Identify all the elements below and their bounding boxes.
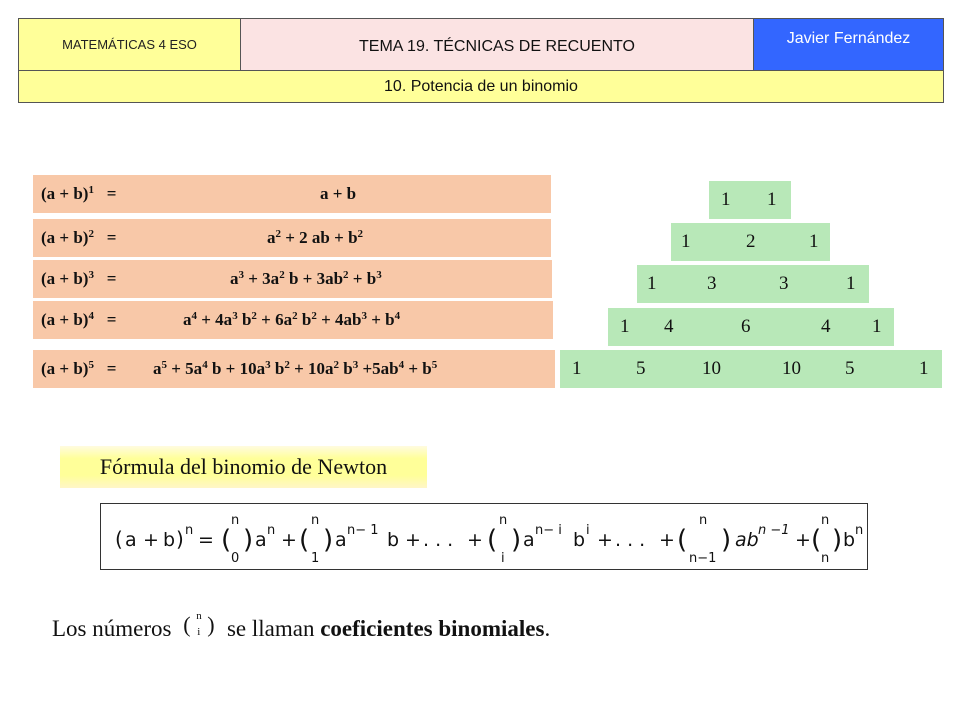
closing-bold-term: coeficientes binomiales	[320, 616, 545, 641]
binom-top: n	[196, 610, 202, 622]
formula-plus: +	[795, 529, 811, 551]
formula-text: b	[573, 529, 586, 551]
formula-text: b	[163, 529, 176, 551]
formula-plus: +	[143, 529, 159, 551]
power-rhs: $a^5 + 5a^4$ $b + 10a^3$ $b^2 + 10a^2$ $b^3 +5ab^4 + b^5$	[153, 359, 438, 378]
formula-text: b	[843, 529, 856, 551]
binom-bottom: n	[821, 551, 830, 566]
binom-top: n	[699, 513, 708, 528]
formula-title-text: Fórmula del binomio de Newton	[99, 454, 388, 479]
power-row-4	[33, 301, 553, 339]
power-row-1	[33, 175, 551, 213]
pascal-number: 3	[779, 273, 789, 294]
binom-paren: )	[832, 525, 843, 555]
formula-svg	[101, 504, 869, 571]
binom-paren: (	[221, 525, 232, 555]
binom-paren: (	[677, 525, 688, 555]
formula-plus: +	[405, 529, 421, 551]
binom-top: n	[311, 513, 320, 528]
binom-bottom: n−1	[689, 551, 717, 566]
pascal-number: 1	[846, 273, 856, 294]
formula-exp: i	[586, 523, 590, 538]
closing-middle: se llaman	[226, 616, 315, 641]
pascal-number: 2	[746, 231, 756, 252]
formula-equals: =	[198, 529, 214, 551]
formula-exp: n	[185, 523, 194, 538]
formula-exp: n	[267, 523, 276, 538]
binom-top: n	[499, 513, 508, 528]
power-lhs: $(a + b)^1$ =	[41, 184, 117, 203]
power-rhs: $a^4 + 4a^3$ $b^2 + 6a^2$ $b^2 + 4ab^3 + b^4$	[183, 310, 401, 329]
formula-dots: . . .	[615, 529, 646, 551]
closing-sentence	[52, 610, 551, 642]
formula-text: a	[335, 529, 347, 551]
pascal-number: 4	[821, 316, 831, 337]
formula-text: ab	[735, 529, 759, 551]
formula-exp: n− 1	[347, 523, 379, 538]
binom-bottom: i	[501, 551, 505, 566]
formula-dots: . . .	[423, 529, 454, 551]
binom-top: n	[231, 513, 240, 528]
pascal-row-3	[637, 265, 869, 303]
binom-paren: )	[207, 612, 215, 637]
binom-paren: (	[183, 612, 191, 637]
formula-paren: (	[115, 527, 123, 551]
power-row-3	[33, 260, 552, 298]
pascal-row-1	[709, 181, 791, 219]
binom-bottom: i	[197, 626, 201, 638]
pascal-number: 10	[702, 358, 721, 379]
section-title: 10. Potencia de un binomio	[384, 77, 578, 95]
power-rhs: $a^3 + 3a^2$ $b + 3ab^2 + b^3$	[230, 269, 382, 288]
pascal-number: 1	[647, 273, 657, 294]
pascal-number: 1	[572, 358, 582, 379]
power-lhs: $(a + b)^3$ =	[41, 269, 117, 288]
power-row-2	[33, 219, 551, 257]
subject-label: MATEMÁTICAS 4 ESO	[62, 37, 197, 52]
binom-paren: (	[811, 525, 822, 555]
power-lhs: $(a + b)^4$ =	[41, 310, 117, 329]
formula-text: a	[125, 529, 137, 551]
binom-paren: )	[511, 525, 522, 555]
binom-bottom: 1	[311, 551, 320, 566]
pascal-number: 1	[919, 358, 929, 379]
binom-paren: (	[487, 525, 498, 555]
pascal-row-5	[560, 350, 942, 388]
pascal-number: 1	[721, 189, 731, 210]
pascal-number: 1	[620, 316, 630, 337]
binom-paren: )	[243, 525, 254, 555]
formula-text: a	[255, 529, 267, 551]
formula-paren: )	[176, 527, 184, 551]
power-lhs: $(a + b)^2$ =	[41, 228, 117, 247]
formula-plus: +	[281, 529, 297, 551]
power-rhs: a + b	[320, 184, 357, 203]
formula-plus: +	[597, 529, 613, 551]
formula-text: a	[523, 529, 535, 551]
pascal-number: 1	[767, 189, 777, 210]
pascal-number: 1	[872, 316, 882, 337]
closing-suffix: .	[544, 616, 551, 641]
pascal-number: 1	[681, 231, 691, 252]
author-label: Javier Fernández	[786, 29, 911, 47]
topic-label: TEMA 19. TÉCNICAS DE RECUENTO	[359, 38, 635, 55]
pascal-number: 3	[707, 273, 717, 294]
author-cell	[753, 18, 944, 71]
formula-exp: n −1	[758, 523, 790, 538]
formula-plus: +	[467, 529, 483, 551]
power-rhs: $a^2 + 2$ ab + $b^2$	[267, 228, 364, 247]
pascal-row-2	[671, 223, 830, 261]
binom-paren: (	[299, 525, 310, 555]
pascal-number: 5	[636, 358, 646, 379]
binom-top: n	[821, 513, 830, 528]
subject-cell	[18, 18, 241, 71]
pascal-number: 6	[741, 316, 751, 337]
binom-paren: )	[323, 525, 334, 555]
pascal-number: 10	[782, 358, 801, 379]
closing-prefix: Los números	[52, 616, 172, 641]
formula-plus: +	[659, 529, 675, 551]
power-lhs: $(a + b)^5$ =	[41, 359, 117, 378]
binomial-formula	[100, 503, 868, 570]
pascal-row-4	[608, 308, 894, 346]
pascal-number: 1	[809, 231, 819, 252]
topic-cell	[240, 18, 754, 71]
pascal-number: 5	[845, 358, 855, 379]
formula-exp: n− i	[535, 523, 562, 538]
formula-text: b	[387, 529, 400, 551]
formula-title	[60, 446, 427, 488]
binom-paren: )	[721, 525, 732, 555]
binomial-coefficient-symbol	[177, 610, 221, 642]
section-bar	[18, 70, 944, 103]
binom-bottom: 0	[231, 551, 240, 566]
power-row-5	[33, 350, 555, 388]
pascal-number: 4	[664, 316, 674, 337]
formula-exp: n	[855, 523, 864, 538]
